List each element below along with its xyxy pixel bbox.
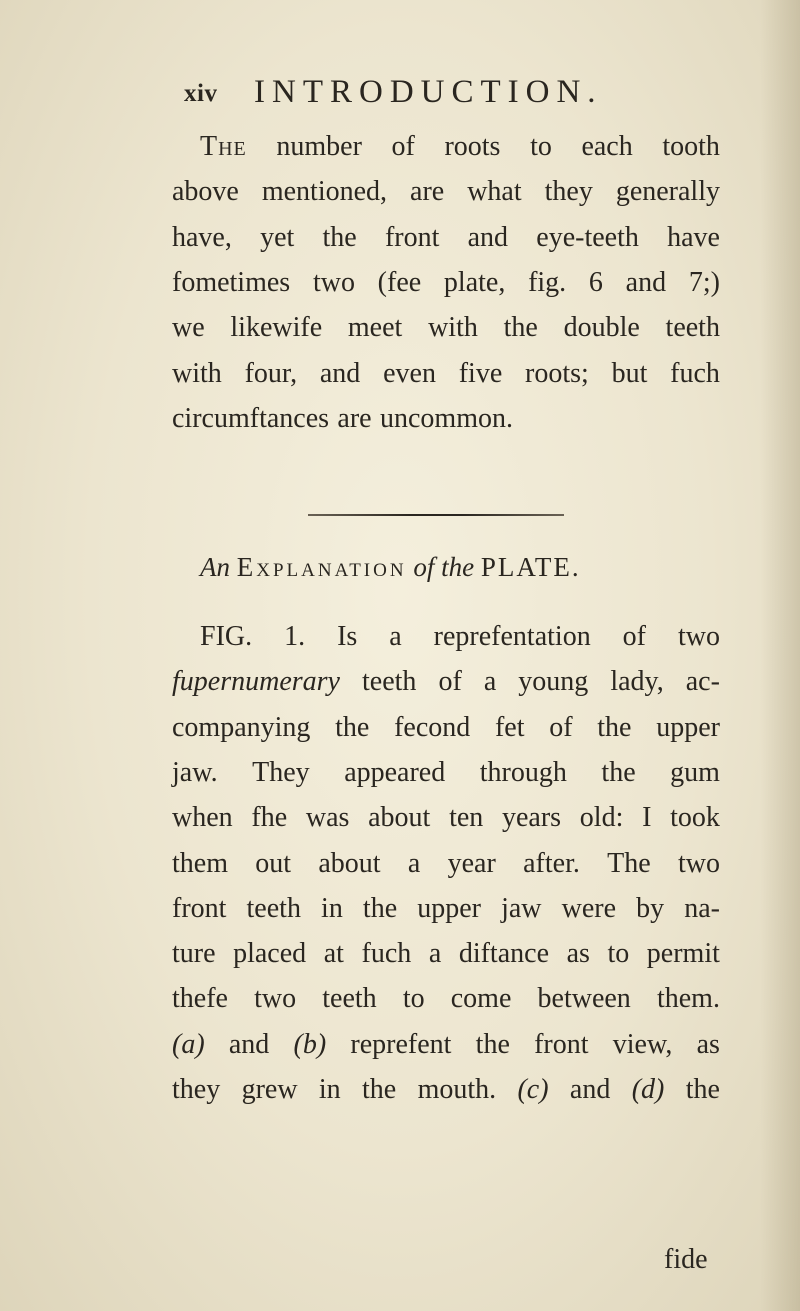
word: teeth [665,312,720,344]
word: the [475,1028,510,1060]
word: by [636,892,665,924]
word: fig. [528,266,567,298]
text-line [172,131,720,173]
text-line [172,312,720,354]
heading-word-explanation: Explanation [236,552,407,582]
word: even [383,357,436,389]
word: (fee [377,266,422,298]
word: between [537,983,631,1015]
word: fhe [251,802,288,834]
word: the [362,1074,397,1105]
word: two [677,847,720,879]
word: teeth [322,983,377,1015]
word: and [319,357,361,389]
word: through [479,756,567,788]
word: and [625,266,667,298]
word: mentioned, [261,176,388,208]
word: plate, [443,266,506,298]
word: was [305,802,350,834]
word: two [677,621,720,652]
word: jaw [501,892,542,924]
word: 1. [284,621,306,652]
word: we [172,312,205,344]
word: of [391,131,415,162]
word: They [252,756,310,788]
word: Is [337,621,358,652]
word: companying [172,711,311,743]
word: appeared [344,756,446,788]
word: are [410,176,445,208]
text-line [172,267,720,309]
word: 6 [588,266,603,298]
word: ten [449,802,484,834]
word: gum [670,756,720,788]
word: a [407,847,421,879]
word: in [321,892,343,924]
word: yet [260,221,295,253]
word: the [362,892,398,924]
page-number: xiv [184,80,218,107]
page-header [184,74,654,114]
word: 7;) [688,266,720,298]
word: a [428,938,442,970]
heading-word-an: An [200,552,230,582]
word: The [607,847,651,879]
word: likewife [230,312,323,344]
word: what [467,176,522,208]
word: each [581,131,633,162]
text-line [172,1029,720,1071]
word: reprefent [350,1028,452,1060]
word: as [696,1028,720,1060]
word: front [534,1028,589,1060]
word: FIG. [200,621,253,652]
word: but [611,357,648,389]
heading-word-of-the: of the [413,552,475,582]
word: of [549,711,573,743]
word: jaw. [172,756,218,788]
word: na- [684,892,720,924]
word: above [172,176,239,208]
word: fometimes [172,266,291,298]
word: in [318,1074,341,1105]
page-edge-shadow [760,0,800,1311]
word: double [563,312,640,344]
plate-explanation-heading [200,552,720,583]
word: a [483,666,497,698]
word: the [597,711,632,743]
word: are [337,402,372,434]
word: five [458,357,503,389]
word: circumftances [172,402,330,434]
word: with [428,312,478,344]
word: and [228,1028,270,1060]
word: as [566,938,590,970]
word: have [667,221,720,253]
word: two [312,266,355,298]
word: to [607,938,630,970]
word: a [389,621,402,652]
text-line [172,757,720,799]
word: at [323,938,344,970]
text-line [172,848,720,890]
text-line [172,893,720,935]
catchword: fide [664,1244,708,1275]
word: they [544,176,593,208]
word: about [318,847,381,879]
text-line [172,358,720,400]
word: roots; [525,357,589,389]
word: ac- [685,666,720,698]
text-line [172,222,720,264]
heading-word-plate: PLATE. [480,552,581,582]
word: placed [233,938,307,970]
word: (a) [172,1028,205,1060]
word: of [438,666,462,698]
word: reprefentation [433,621,591,652]
word: generally [615,176,720,208]
word: have, [172,221,232,253]
word: they [172,1074,221,1105]
word: roots [444,131,501,162]
word: view, [612,1028,673,1060]
word: out [255,847,292,879]
word: uncommon. [380,402,513,434]
word: come [450,983,512,1015]
word: I [642,802,652,834]
word: with [172,357,222,389]
word: fuch [361,938,412,970]
word: meet [347,312,403,344]
word: two [254,983,297,1015]
word: young [518,666,589,698]
text-line [172,712,720,754]
word: grew [241,1074,298,1105]
word: fecond [394,711,471,743]
word: and [569,1074,611,1105]
word: the [503,312,538,344]
word: about [368,802,431,834]
word: the [601,756,636,788]
word: of [622,621,646,652]
word: front [172,892,227,924]
word: fet [494,711,525,743]
text-line [172,403,720,445]
word: number [276,131,362,162]
word: teeth [362,666,417,698]
word: the [322,221,357,253]
word: after. [523,847,580,879]
word: and [467,221,509,253]
word: (b) [293,1028,327,1060]
word: the [335,711,370,743]
text-line [172,621,720,663]
word: (c) [517,1074,549,1105]
text-line [172,983,720,1025]
word: old: [579,802,624,834]
word: year [447,847,496,879]
running-head: INTRODUCTION. [254,74,603,110]
word: teeth [246,892,301,924]
word: front [384,221,440,253]
word: them. [656,983,720,1015]
word: fuch [670,357,720,389]
word: thefe [172,983,228,1015]
word: ture [172,938,216,970]
text-line [172,1074,720,1116]
word: years [502,802,562,834]
word: them [172,847,228,879]
word: to [402,983,425,1015]
section-divider-rule [308,514,564,516]
text-line [172,938,720,980]
word: eye-teeth [536,221,639,253]
word: diftance [458,938,549,970]
word: took [670,802,720,834]
word: when [172,802,233,834]
word: The [200,131,247,162]
text-line [172,666,720,708]
word: permit [646,938,720,970]
word: were [561,892,617,924]
word: four, [244,357,298,389]
word: (d) [631,1074,665,1105]
text-line [172,176,720,218]
text-line [172,802,720,844]
word: lady, [610,666,664,698]
word: tooth [662,131,720,162]
word: upper [417,892,481,924]
word: fupernumerary [172,666,340,698]
word: to [530,131,552,162]
word: mouth. [417,1074,497,1105]
word: the [685,1074,720,1105]
word: upper [656,711,720,743]
